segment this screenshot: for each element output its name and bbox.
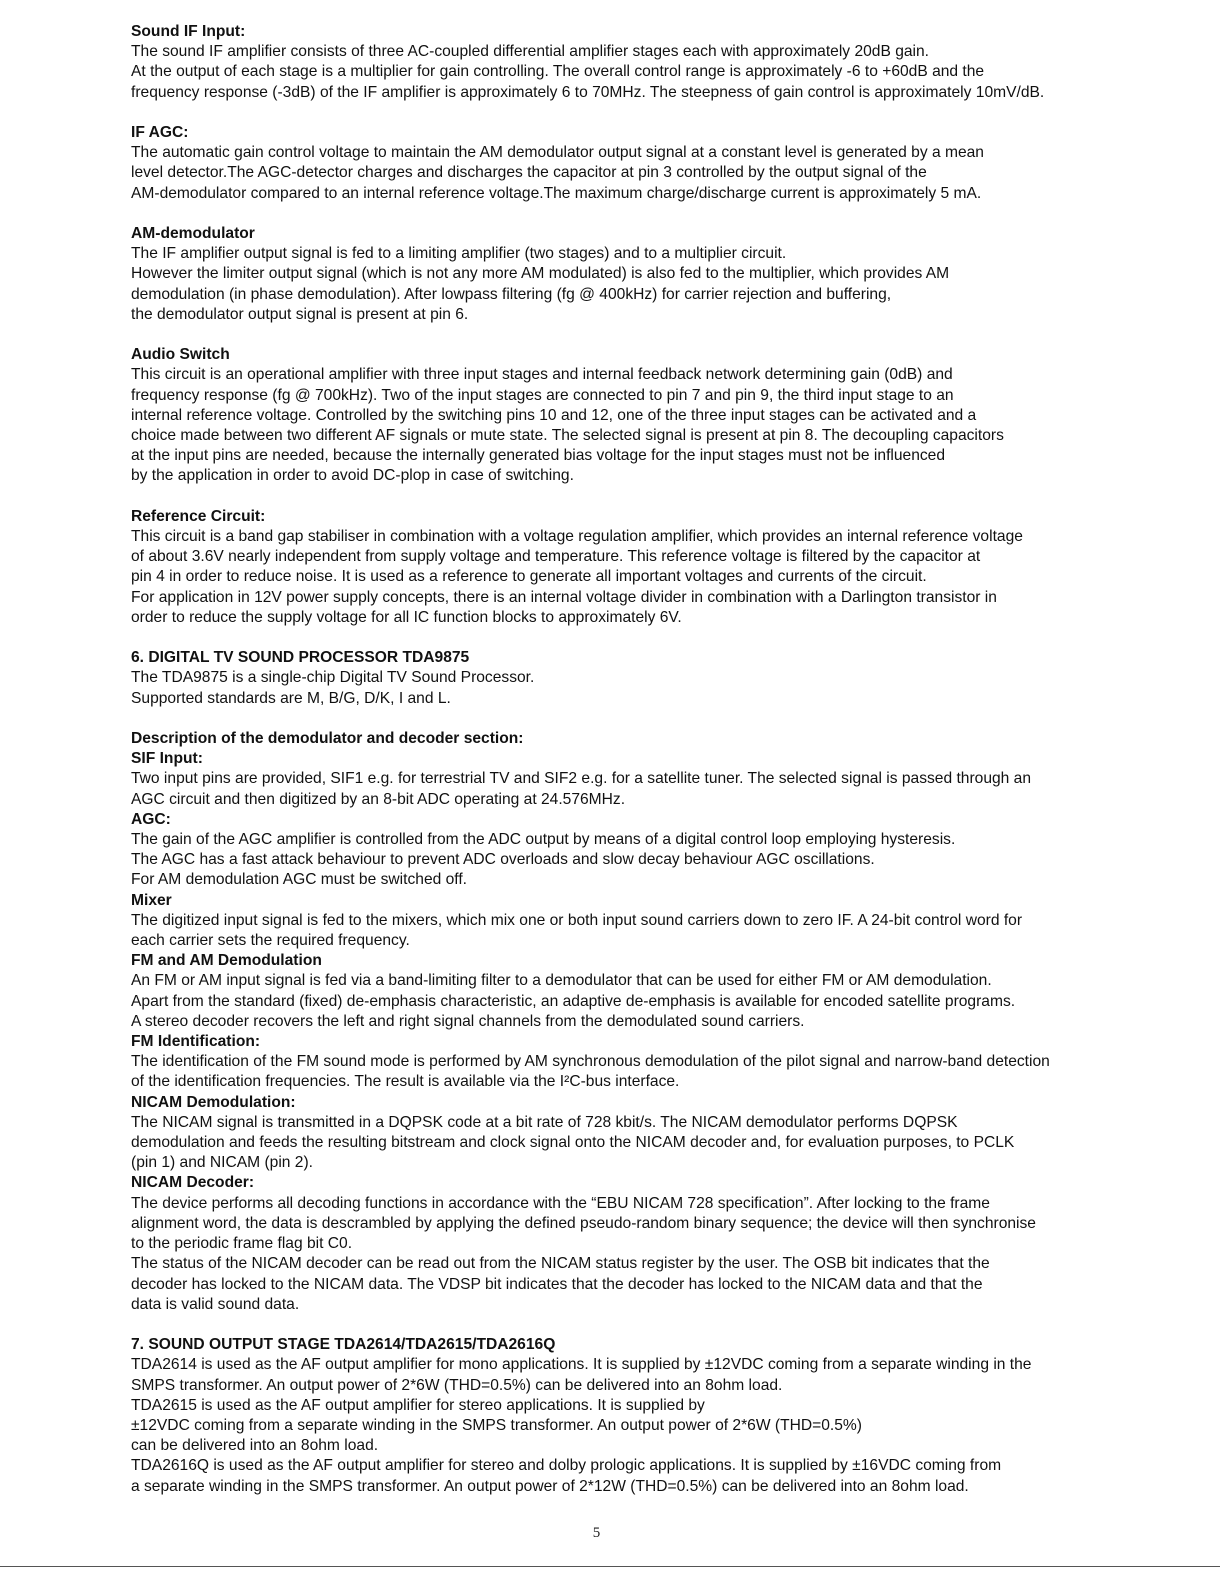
body-line: a separate winding in the SMPS transformer. An output power of 2*12W (THD=0.5%) can be delivered into an 8ohm load. (131, 1477, 969, 1495)
text-column (131, 22, 1131, 1497)
body-line: The device performs all decoding functions in accordance with the “EBU NICAM 728 specification”. After locking to the frame (131, 1194, 990, 1212)
body-line: The IF amplifier output signal is fed to a limiting amplifier (two stages) and to a multiplier circuit. (131, 245, 787, 263)
body-line: The digitized input signal is fed to the mixers, which mix one or both input sound carriers down to zero IF. A 24-bit control word for (131, 911, 1023, 929)
section-heading: Audio Switch (131, 346, 230, 364)
body-line: The status of the NICAM decoder can be read out from the NICAM status register by the user. The OSB bit indicates that the (131, 1255, 990, 1273)
body-line: of the identification frequencies. The result is available via the I²C-bus interface. (131, 1073, 680, 1091)
body-line: At the output of each stage is a multiplier for gain controlling. The overall control range is approximately -6 to +60dB and the (131, 63, 985, 81)
body-line: Apart from the standard (fixed) de-emphasis characteristic, an adaptive de-emphasis is available for encoded satellite programs. (131, 992, 1016, 1010)
section-heading: Description of the demodulator and decoder section: (131, 730, 524, 748)
body-line: For application in 12V power supply concepts, there is an internal voltage divider in combination with a Darlington transistor in (131, 588, 997, 606)
body-line: TDA2616Q is used as the AF output amplifier for stereo and dolby prologic applications. It is supplied by ±16VDC coming from (131, 1457, 1002, 1475)
body-line: internal reference voltage. Controlled by the switching pins 10 and 12, one of the three input stages can be activated and a (131, 406, 977, 424)
body-line: The TDA9875 is a single-chip Digital TV Sound Processor. (131, 669, 535, 687)
bottom-rule (0, 1566, 1220, 1567)
body-line: demodulation (in phase demodulation). After lowpass filtering (fg @ 400kHz) for carrier rejection and buffering, (131, 285, 892, 303)
body-line: decoder has locked to the NICAM data. The VDSP bit indicates that the decoder has locked to the NICAM data and that the (131, 1275, 983, 1293)
body-line: An FM or AM input signal is fed via a band-limiting filter to a demodulator that can be used for either FM or AM demodulation. (131, 972, 992, 990)
section-heading: 6. DIGITAL TV SOUND PROCESSOR TDA9875 (131, 649, 470, 667)
body-line: by the application in order to avoid DC-plop in case of switching. (131, 467, 574, 485)
subsection-heading: SIF Input: (131, 750, 203, 768)
paragraph-gap (131, 709, 1131, 729)
body-line: A stereo decoder recovers the left and right signal channels from the demodulated sound carriers. (131, 1012, 805, 1030)
body-line: For AM demodulation AGC must be switched off. (131, 871, 468, 889)
body-line: Supported standards are M, B/G, D/K, I and L. (131, 689, 451, 707)
subsection-heading: FM Identification: (131, 1033, 261, 1051)
body-line: at the input pins are needed, because the internally generated bias voltage for the input stages must not be influenced (131, 447, 946, 465)
paragraph-gap (131, 1315, 1131, 1335)
body-line: order to reduce the supply voltage for all IC function blocks to approximately 6V. (131, 608, 682, 626)
body-line: frequency response (-3dB) of the IF amplifier is approximately 6 to 70MHz. The steepness of gain control is approximately 10mV/dB. (131, 83, 1045, 101)
section-heading: 7. SOUND OUTPUT STAGE TDA2614/TDA2615/TDA2616Q (131, 1336, 556, 1354)
section-heading: Sound IF Input: (131, 23, 246, 40)
body-line: ±12VDC coming from a separate winding in the SMPS transformer. An output power of 2*6W (THD=0.5%) (131, 1416, 862, 1434)
subsection-heading: FM and AM Demodulation (131, 952, 322, 970)
body-line: This circuit is a band gap stabiliser in combination with a voltage regulation amplifier, which provides an internal reference voltage (131, 528, 1023, 546)
body-line: This circuit is an operational amplifier with three input stages and internal feedback network determining gain (0dB) and (131, 366, 953, 384)
paragraph-gap (131, 103, 1131, 123)
body-line: The AGC has a fast attack behaviour to prevent ADC overloads and slow decay behaviour AGC oscillations. (131, 851, 875, 869)
body-line: The identification of the FM sound mode is performed by AM synchronous demodulation of the pilot signal and narrow-band detection (131, 1053, 1050, 1071)
body-line: pin 4 in order to reduce noise. It is used as a reference to generate all important voltages and currents of the circuit. (131, 568, 927, 586)
body-line: the demodulator output signal is present at pin 6. (131, 305, 469, 323)
subsection-heading: AGC: (131, 810, 171, 828)
paragraph-gap (131, 628, 1131, 648)
subsection-heading: Mixer (131, 891, 172, 909)
body-line: (pin 1) and NICAM (pin 2). (131, 1154, 313, 1172)
body-line: TDA2615 is used as the AF output amplifier for stereo applications. It is supplied by (131, 1396, 705, 1414)
body-line: each carrier sets the required frequency. (131, 932, 410, 950)
body-line: data is valid sound data. (131, 1295, 300, 1313)
body-line: alignment word, the data is descrambled by applying the defined pseudo-random binary sequence; the device will then synchronise (131, 1214, 1036, 1232)
body-line: Two input pins are provided, SIF1 e.g. for terrestrial TV and SIF2 e.g. for a satellite tuner. The selected signal is passed through an (131, 770, 1032, 788)
body-line: demodulation and feeds the resulting bitstream and clock signal onto the NICAM decoder and, for evaluation purposes, to PCLK (131, 1134, 1015, 1152)
body-line: TDA2614 is used as the AF output amplifier for mono applications. It is supplied by ±12VDC coming from a separate winding in the (131, 1356, 1032, 1374)
body-line: AM-demodulator compared to an internal reference voltage.The maximum charge/discharge current is approximately 5 mA. (131, 184, 982, 202)
page-number: 5 (592, 1525, 601, 1541)
body-line: to the periodic frame flag bit C0. (131, 1235, 353, 1253)
body-line: The NICAM signal is transmitted in a DQPSK code at a bit rate of 728 kbit/s. The NICAM demodulator performs DQPSK (131, 1113, 958, 1131)
section-heading: IF AGC: (131, 124, 189, 141)
subsection-heading: NICAM Demodulation: (131, 1093, 296, 1111)
body-line: The sound IF amplifier consists of three AC-coupled differential amplifier stages each with approximately 20dB gain. (131, 43, 930, 61)
paragraph-gap (131, 487, 1131, 507)
body-line: AGC circuit and then digitized by an 8-bit ADC operating at 24.576MHz. (131, 790, 626, 808)
body-line: The automatic gain control voltage to maintain the AM demodulator output signal at a constant level is generated by a mean (131, 144, 984, 162)
section-heading: Reference Circuit: (131, 507, 266, 525)
body-line: frequency response (fg @ 700kHz). Two of the input stages are connected to pin 7 and pin 9, the third input stage to an (131, 386, 954, 404)
section-heading: AM-demodulator (131, 225, 255, 242)
subsection-heading: NICAM Decoder: (131, 1174, 255, 1192)
body-line: The gain of the AGC amplifier is controlled from the ADC output by means of a digital control loop employing hysteresis. (131, 831, 956, 849)
body-line: level detector.The AGC-detector charges and discharges the capacitor at pin 3 controlled by the output signal of the (131, 164, 927, 182)
body-line: choice made between two different AF signals or mute state. The selected signal is present at pin 8. The decoupling capacitors (131, 427, 1004, 445)
paragraph-gap (131, 204, 1131, 224)
body-line: However the limiter output signal (which is not any more AM modulated) is also fed to the multiplier, which provides AM (131, 265, 950, 283)
body-line: SMPS transformer. An output power of 2*6W (THD=0.5%) can be delivered into an 8ohm load. (131, 1376, 783, 1394)
body-line: can be delivered into an 8ohm load. (131, 1437, 379, 1455)
paragraph-gap (131, 325, 1131, 345)
body-line: of about 3.6V nearly independent from supply voltage and temperature. This reference voltage is filtered by the capacitor at (131, 548, 981, 566)
